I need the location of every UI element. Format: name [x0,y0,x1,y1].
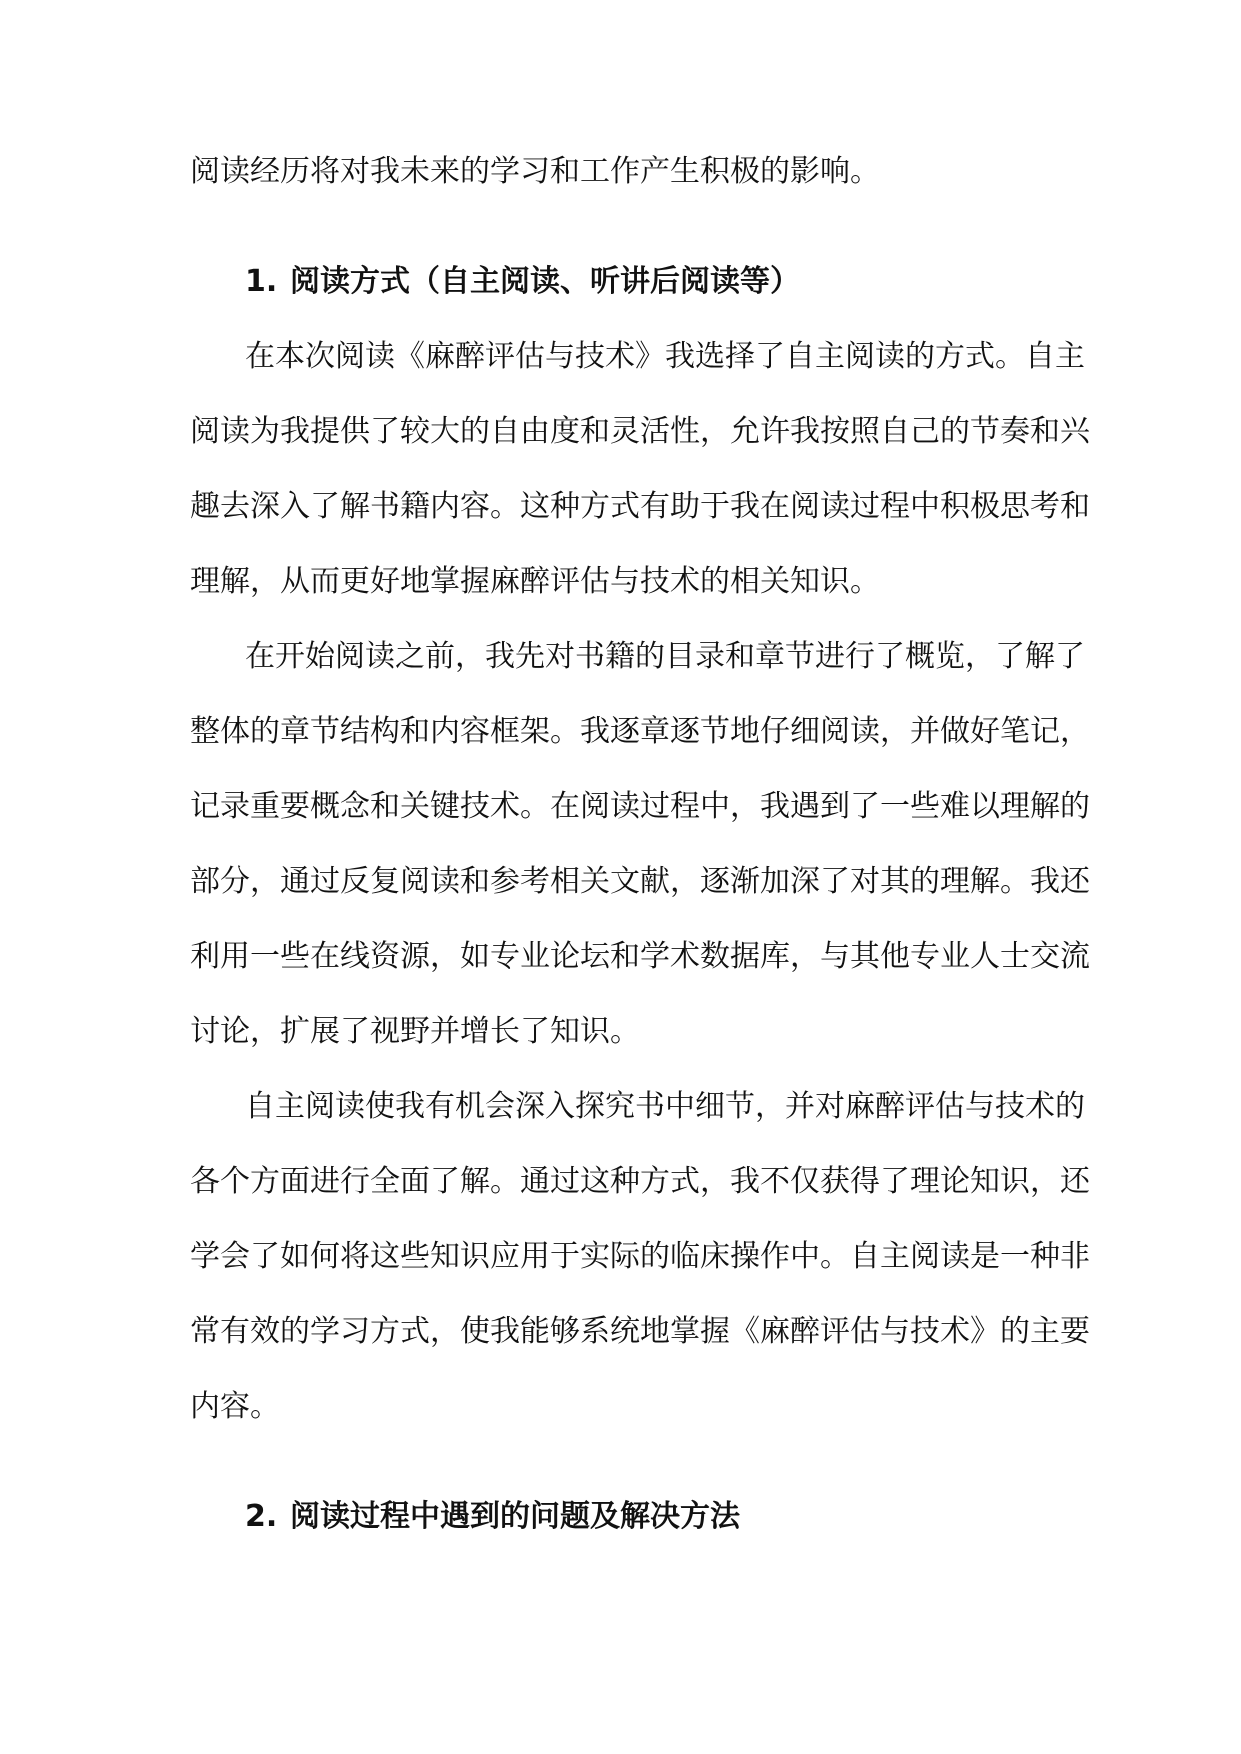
paragraph-3-line-1: 自主阅读使我有机会深入探究书中细节，并对麻醉评估与技术的 [245,1089,1085,1124]
paragraph-2-line-2: 整体的章节结构和内容框架。我逐章逐节地仔细阅读，并做好笔记， [190,714,1090,749]
paragraph-1-line-2: 阅读为我提供了较大的自由度和灵活性，允许我按照自己的节奏和兴 [190,414,1090,449]
section-1-number: 1. [245,264,278,299]
paragraph-2-line-5: 利用一些在线资源，如专业论坛和学术数据库，与其他专业人士交流 [190,939,1090,974]
paragraph-1-line-3: 趣去深入了解书籍内容。这种方式有助于我在阅读过程中积极思考和 [190,489,1090,524]
paragraph-1-line-4: 理解，从而更好地掌握麻醉评估与技术的相关知识。 [190,564,880,599]
paragraph-1-line-1: 在本次阅读《麻醉评估与技术》我选择了自主阅读的方式。自主 [245,339,1085,374]
paragraph-2-line-1: 在开始阅读之前，我先对书籍的目录和章节进行了概览，了解了 [245,639,1085,674]
intro-line: 阅读经历将对我未来的学习和工作产生积极的影响。 [190,154,880,189]
paragraph-3-line-5: 内容。 [190,1389,280,1424]
paragraph-3-line-4: 常有效的学习方式，使我能够系统地掌握《麻醉评估与技术》的主要 [190,1314,1090,1349]
section-1-heading [245,262,800,302]
section-2-heading [245,1497,740,1537]
paragraph-2-line-6: 讨论，扩展了视野并增长了知识。 [190,1014,640,1049]
section-1-title: 阅读方式（自主阅读、听讲后阅读等） [290,264,800,299]
paragraph-2-line-3: 记录重要概念和关键技术。在阅读过程中，我遇到了一些难以理解的 [190,789,1090,824]
paragraph-2-line-4: 部分，通过反复阅读和参考相关文献，逐渐加深了对其的理解。我还 [190,864,1090,899]
paragraph-3-line-2: 各个方面进行全面了解。通过这种方式，我不仅获得了理论知识，还 [190,1164,1090,1199]
section-2-number: 2. [245,1499,278,1534]
section-2-title: 阅读过程中遇到的问题及解决方法 [290,1499,740,1534]
paragraph-3-line-3: 学会了如何将这些知识应用于实际的临床操作中。自主阅读是一种非 [190,1239,1090,1274]
